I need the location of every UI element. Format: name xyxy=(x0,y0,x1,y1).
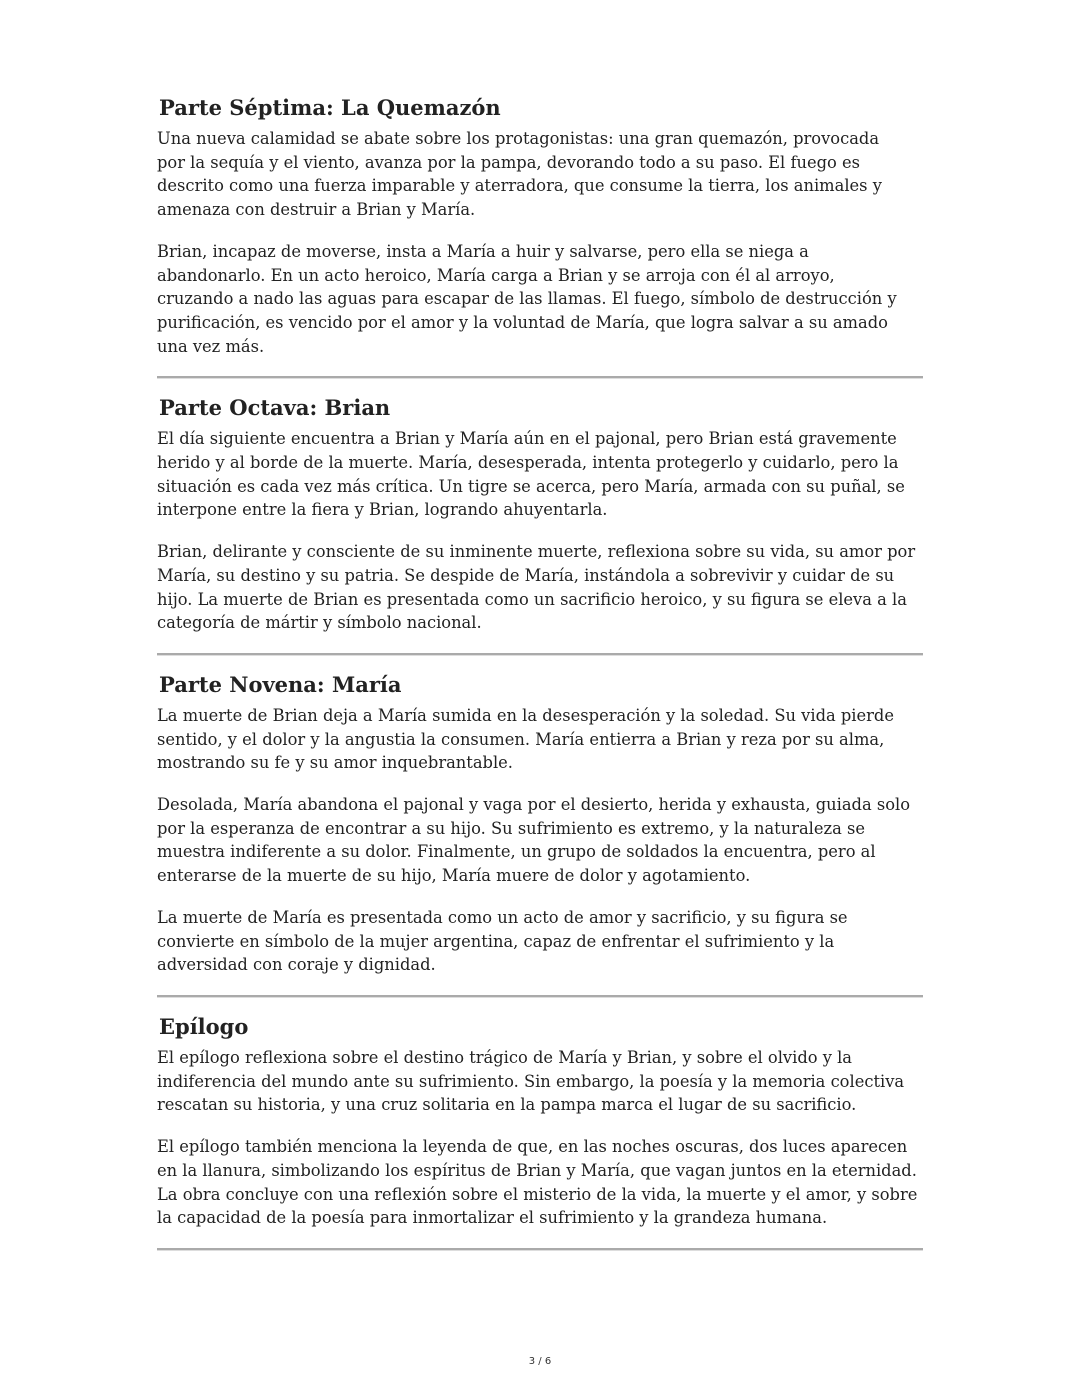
text-line: Una nueva calamidad se abate sobre los protagonistas: una gran quemazón, provocada xyxy=(157,129,880,148)
text-line: Desolada, María abandona el pajonal y vaga por el desierto, herida y exhausta, guiada solo xyxy=(157,795,911,815)
horizontal-divider xyxy=(157,995,923,998)
paragraph xyxy=(157,1135,923,1230)
section-heading: Parte Séptima: La Quemazón xyxy=(159,95,501,120)
section-heading: Epílogo xyxy=(159,1013,249,1039)
text-line: por la esperanza de encontrar a su hijo. Su sufrimiento es extremo, y la naturaleza se xyxy=(157,818,865,838)
paragraph xyxy=(157,704,923,775)
text-line: Brian, incapaz de moverse, insta a María a huir y salvarse, pero ella se niega a xyxy=(157,241,809,261)
text-line: La obra concluye con una reflexión sobre el misterio de la vida, la muerte y el amor, y sobre xyxy=(157,1184,918,1204)
text-line: en la llanura, simbolizando los espíritus de Brian y María, que vagan juntos en la eternidad. xyxy=(157,1160,917,1180)
text-line: herido y al borde de la muerte. María, desesperada, intenta protegerlo y cuidarlo, pero la xyxy=(157,453,899,473)
text-line: rescatan su historia, y una cruz solitaria en la pampa marca el lugar de su sacrificio. xyxy=(157,1095,857,1115)
text-line: adversidad con coraje y dignidad. xyxy=(157,955,436,975)
paragraph xyxy=(157,1046,923,1117)
page-number: 3 / 6 xyxy=(528,1356,552,1367)
text-line: amenaza con destruir a Brian y María. xyxy=(157,200,476,220)
section-heading: Parte Octava: Brian xyxy=(159,395,391,421)
text-line: interpone entre la fiera y Brian, logrando ahuyentarla. xyxy=(157,500,608,520)
section xyxy=(157,1012,923,1251)
paragraph xyxy=(157,127,923,222)
horizontal-divider xyxy=(157,1248,923,1251)
text-line: El día siguiente encuentra a Brian y María aún en el pajonal, pero Brian está gravemente xyxy=(157,429,897,449)
text-line: purificación, es vencido por el amor y la voluntad de María, que logra salvar a su amado xyxy=(157,312,888,332)
text-line: situación es cada vez más crítica. Un tigre se acerca, pero María, armada con su puñal, se xyxy=(157,476,905,496)
text-line: mostrando su fe y su amor inquebrantable. xyxy=(157,753,513,773)
text-line: El epílogo también menciona la leyenda de que, en las noches oscuras, dos luces aparecen xyxy=(157,1137,908,1157)
section xyxy=(157,93,923,379)
paragraph xyxy=(157,240,923,359)
section-heading: Parte Novena: María xyxy=(159,671,402,697)
text-line: La muerte de Brian deja a María sumida en la desesperación y la soledad. Su vida pierde xyxy=(157,705,894,725)
text-line: La muerte de María es presentada como un acto de amor y sacrificio, y su figura se xyxy=(157,907,848,927)
text-line: descrito como una fuerza imparable y aterradora, que consume la tierra, los animales y xyxy=(157,176,882,196)
text-line: abandonarlo. En un acto heroico, María carga a Brian y se arroja con él al arroyo, xyxy=(157,265,835,285)
paragraph xyxy=(157,906,923,977)
text-line: una vez más. xyxy=(157,336,265,356)
section xyxy=(157,670,923,998)
text-line: Brian, delirante y consciente de su inminente muerte, reflexiona sobre su vida, su amor por xyxy=(157,542,916,562)
text-line: hijo. La muerte de Brian es presentada como un sacrificio heroico, y su figura se eleva a la xyxy=(157,589,907,609)
text-line: indiferencia del mundo ante su sufrimiento. Sin embargo, la poesía y la memoria colectiva xyxy=(157,1071,905,1091)
text-line: María, su destino y su patria. Se despide de María, instándola a sobrevivir y cuidar de su xyxy=(157,565,895,585)
horizontal-divider xyxy=(157,376,923,379)
paragraph xyxy=(157,427,923,522)
text-line: enterarse de la muerte de su hijo, María muere de dolor y agotamiento. xyxy=(157,866,751,886)
text-line: cruzando a nado las aguas para escapar de las llamas. El fuego, símbolo de destrucción y xyxy=(157,289,897,309)
text-line: categoría de mártir y símbolo nacional. xyxy=(157,613,482,633)
horizontal-divider xyxy=(157,653,923,656)
text-line: la capacidad de la poesía para inmortalizar el sufrimiento y la grandeza humana. xyxy=(157,1208,828,1228)
text-line: convierte en símbolo de la mujer argentina, capaz de enfrentar el sufrimiento y la xyxy=(157,931,835,951)
paragraph xyxy=(157,540,923,635)
text-line: por la sequía y el viento, avanza por la pampa, devorando todo a su paso. El fuego es xyxy=(157,152,860,172)
text-line: muestra indiferente a su dolor. Finalmente, un grupo de soldados la encuentra, pero al xyxy=(157,842,876,862)
text-line: El epílogo reflexiona sobre el destino trágico de María y Brian, y sobre el olvido y la xyxy=(157,1047,853,1067)
document-body xyxy=(157,93,923,1251)
text-line: sentido, y el dolor y la angustia la consumen. María entierra a Brian y reza por su alma, xyxy=(157,729,885,749)
paragraph xyxy=(157,793,923,888)
section xyxy=(157,393,923,656)
